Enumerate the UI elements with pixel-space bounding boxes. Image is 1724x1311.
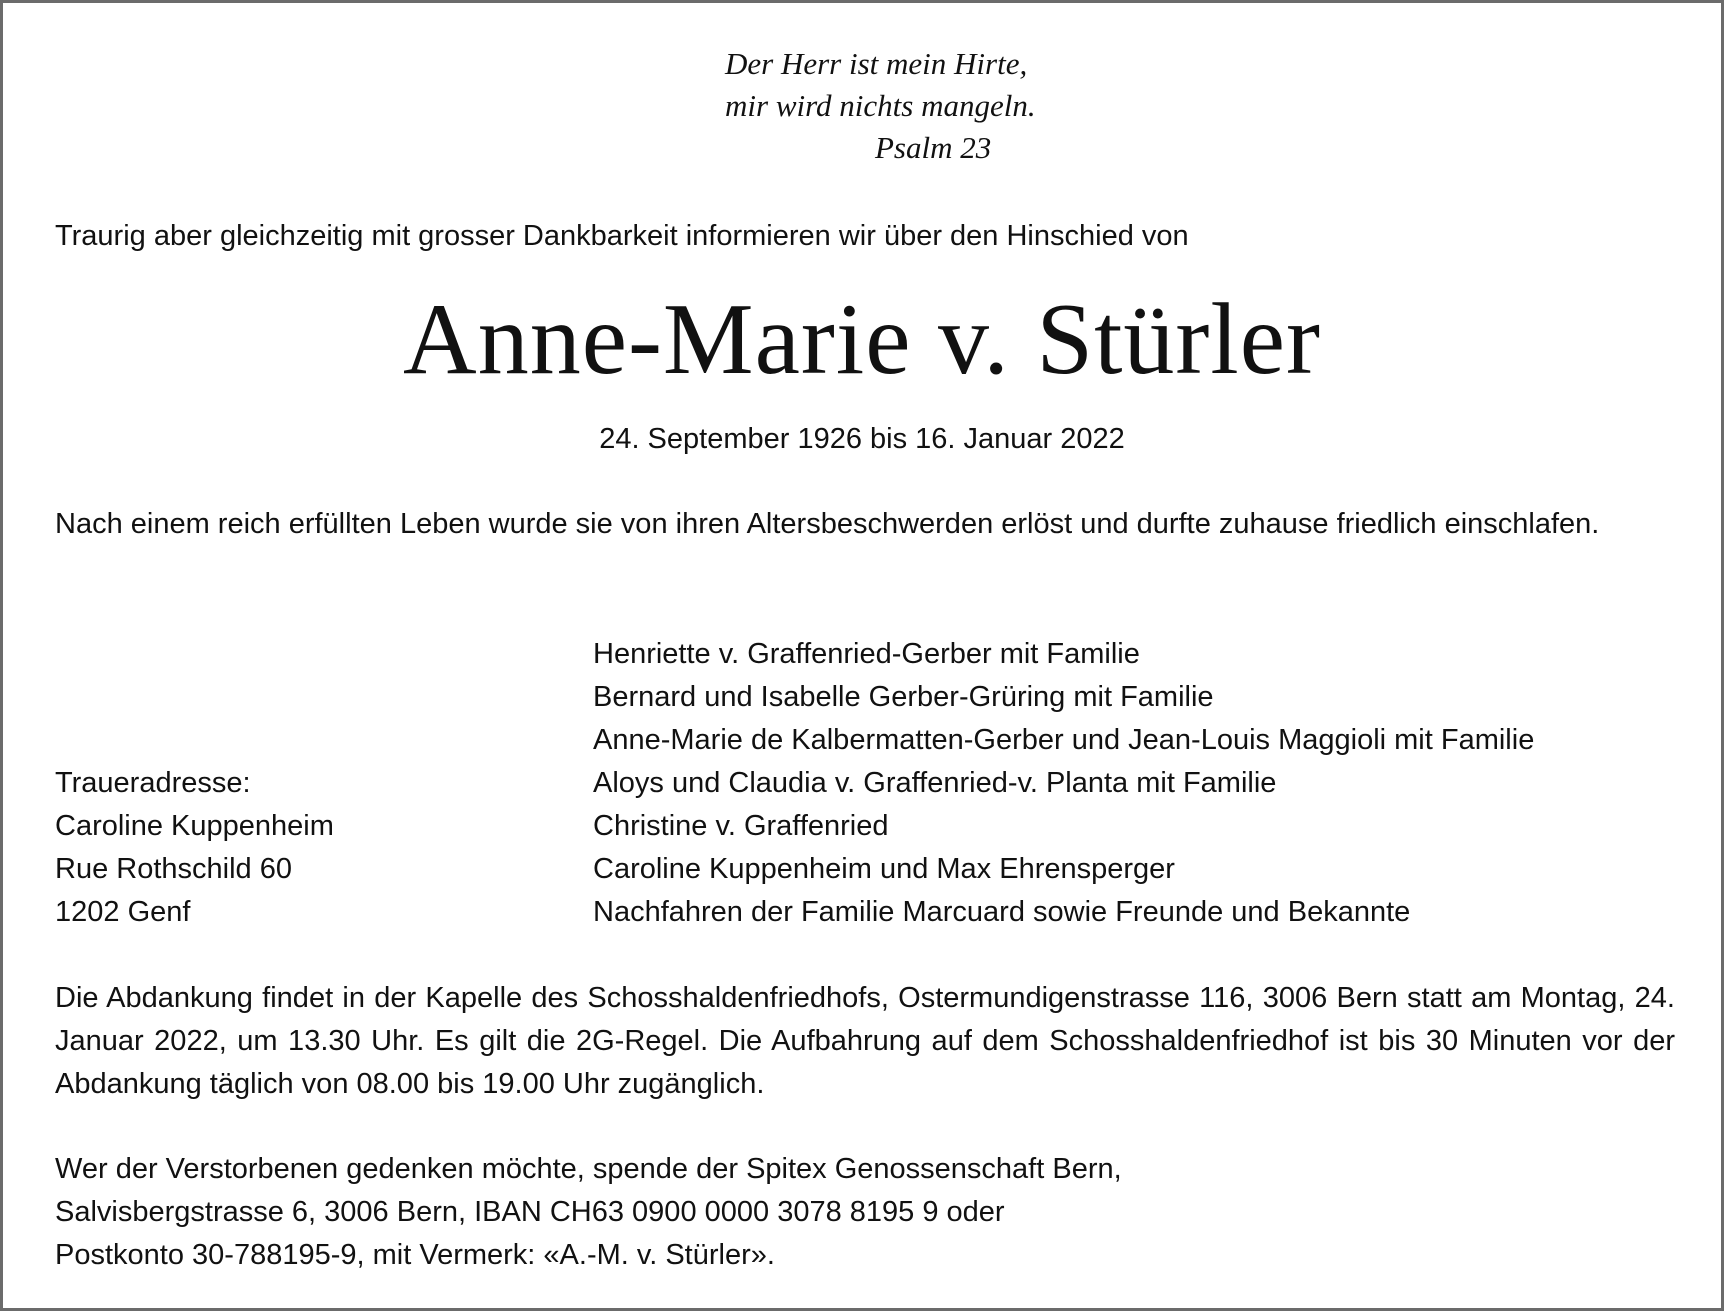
deceased-name: Anne-Marie v. Stürler — [403, 283, 1321, 396]
address-street: Rue Rothschild 60 — [55, 853, 292, 885]
donation-line-3: Postkonto 30-788195-9, mit Vermerk: «A.-M. v. Stürler». — [55, 1239, 775, 1271]
donation-paragraph — [55, 1148, 1675, 1277]
mourning-address — [55, 762, 334, 934]
intro-text: Traurig aber gleichzeitig mit grosser Dankbarkeit informieren wir über den Hinschied von — [55, 220, 1189, 252]
address-city: 1202 Genf — [55, 896, 191, 928]
mourner-item: Christine v. Graffenried — [593, 810, 889, 842]
life-dates: 24. September 1926 bis 16. Januar 2022 — [599, 423, 1125, 455]
bible-verse — [725, 43, 1036, 169]
ceremony-paragraph: Die Abdankung findet in der Kapelle des Schosshaldenfriedhofs, Ostermundigenstrasse 116, 3006 Bern statt am Montag, 24. Januar 2022, um 13.30 Uhr. Es gilt die 2G-Regel. Die Aufbahrung auf dem Schosshaldenfriedhof ist bis 30 Minuten vor der Abdankung täglich von 08.00 bis 19.00 Uhr zugänglich. — [55, 982, 1675, 1100]
mourner-item: Bernard und Isabelle Gerber-Grüring mit Familie — [593, 681, 1214, 713]
mourners-list — [593, 633, 1534, 934]
mourner-item: Nachfahren der Familie Marcuard sowie Freunde und Bekannte — [593, 896, 1411, 928]
donation-line-2: Salvisbergstrasse 6, 3006 Bern, IBAN CH63 0900 0000 3078 8195 9 oder — [55, 1196, 1005, 1228]
address-name: Caroline Kuppenheim — [55, 810, 334, 842]
verse-line-2: mir wird nichts mangeln. — [725, 88, 1036, 123]
verse-source: Psalm 23 — [875, 130, 992, 165]
address-label: Traueradresse: — [55, 767, 251, 799]
mourner-item: Henriette v. Graffenried-Gerber mit Familie — [593, 638, 1140, 670]
mourner-item: Caroline Kuppenheim und Max Ehrensperger — [593, 853, 1175, 885]
mourner-item: Aloys und Claudia v. Graffenried-v. Planta mit Familie — [593, 767, 1277, 799]
verse-line-1: Der Herr ist mein Hirte, — [725, 46, 1028, 81]
donation-line-1: Wer der Verstorbenen gedenken möchte, spende der Spitex Genossenschaft Bern, — [55, 1153, 1122, 1185]
mourner-item: Anne-Marie de Kalbermatten-Gerber und Jean-Louis Maggioli mit Familie — [593, 724, 1535, 756]
life-paragraph: Nach einem reich erfüllten Leben wurde sie von ihren Altersbeschwerden erlöst und durfte zuhause friedlich einschlafen. — [55, 508, 1600, 540]
